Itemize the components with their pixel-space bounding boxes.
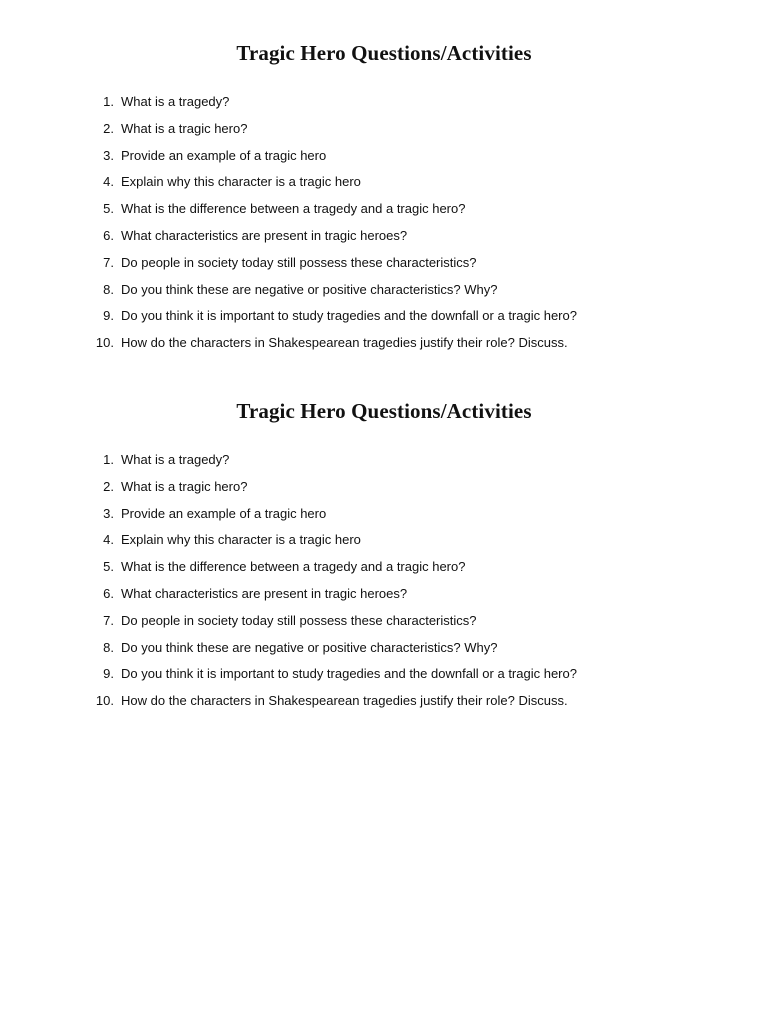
question-number: 5. — [103, 559, 114, 575]
question-item — [0, 585, 768, 612]
question-item — [0, 558, 768, 585]
question-number: 4. — [103, 532, 114, 548]
question-item — [0, 173, 768, 200]
question-section-1 — [0, 38, 768, 351]
question-number: 8. — [103, 639, 114, 655]
question-text: What characteristics are present in tragic heroes? — [121, 585, 408, 601]
question-number: 7. — [103, 612, 114, 628]
section-title: Tragic Hero Questions/Activities — [236, 399, 532, 423]
question-text: Do people in society today still possess these characteristics? — [121, 254, 477, 270]
question-item — [0, 120, 768, 147]
question-item — [0, 281, 768, 308]
question-item — [0, 227, 768, 254]
question-text: Provide an example of a tragic hero — [121, 505, 327, 521]
question-text: How do the characters in Shakespearean tragedies justify their role? Discuss. — [121, 693, 568, 709]
question-text: How do the characters in Shakespearean tragedies justify their role? Discuss. — [121, 335, 568, 351]
question-text: What is the difference between a tragedy and a tragic hero? — [121, 201, 466, 217]
question-text: Explain why this character is a tragic hero — [121, 174, 361, 190]
question-text: What is the difference between a tragedy and a tragic hero? — [121, 559, 466, 575]
question-item — [0, 692, 768, 719]
question-number: 3. — [103, 505, 114, 521]
question-number: 6. — [103, 227, 114, 243]
question-number: 6. — [103, 585, 114, 601]
question-item — [0, 665, 768, 692]
question-number: 2. — [103, 120, 114, 136]
question-item — [0, 505, 768, 532]
question-number: 1. — [103, 452, 114, 467]
question-number: 9. — [103, 308, 114, 324]
question-item — [0, 147, 768, 174]
question-number: 1. — [103, 94, 114, 109]
question-number: 3. — [103, 147, 114, 163]
question-number: 10. — [95, 335, 114, 351]
question-number: 7. — [103, 254, 114, 270]
question-number: 4. — [103, 174, 114, 190]
section-title: Tragic Hero Questions/Activities — [236, 41, 532, 65]
question-text: What is a tragedy? — [121, 94, 230, 109]
question-list — [0, 451, 768, 719]
question-item — [0, 200, 768, 227]
question-section-2 — [0, 396, 768, 709]
question-text: What is a tragic hero? — [121, 478, 248, 494]
question-number: 2. — [103, 478, 114, 494]
question-text: What is a tragedy? — [121, 452, 230, 467]
question-item — [0, 478, 768, 505]
question-item — [0, 307, 768, 334]
question-text: Provide an example of a tragic hero — [121, 147, 327, 163]
question-number: 5. — [103, 201, 114, 217]
question-text: Do you think it is important to study tragedies and the downfall or a tragic hero? — [121, 308, 577, 324]
question-number: 10. — [95, 693, 114, 709]
question-text: What is a tragic hero? — [121, 120, 248, 136]
question-item — [0, 639, 768, 666]
question-text: Do people in society today still possess these characteristics? — [121, 612, 477, 628]
question-item — [0, 334, 768, 361]
question-item — [0, 451, 768, 478]
question-list — [0, 93, 768, 361]
question-item — [0, 254, 768, 281]
question-number: 8. — [103, 281, 114, 297]
question-text: Do you think it is important to study tragedies and the downfall or a tragic hero? — [121, 666, 577, 682]
question-number: 9. — [103, 666, 114, 682]
question-item — [0, 612, 768, 639]
question-text: Do you think these are negative or positive characteristics? Why? — [121, 639, 498, 655]
question-text: Do you think these are negative or positive characteristics? Why? — [121, 281, 498, 297]
question-text: Explain why this character is a tragic hero — [121, 532, 361, 548]
question-item — [0, 93, 768, 120]
question-text: What characteristics are present in tragic heroes? — [121, 227, 408, 243]
question-item — [0, 531, 768, 558]
